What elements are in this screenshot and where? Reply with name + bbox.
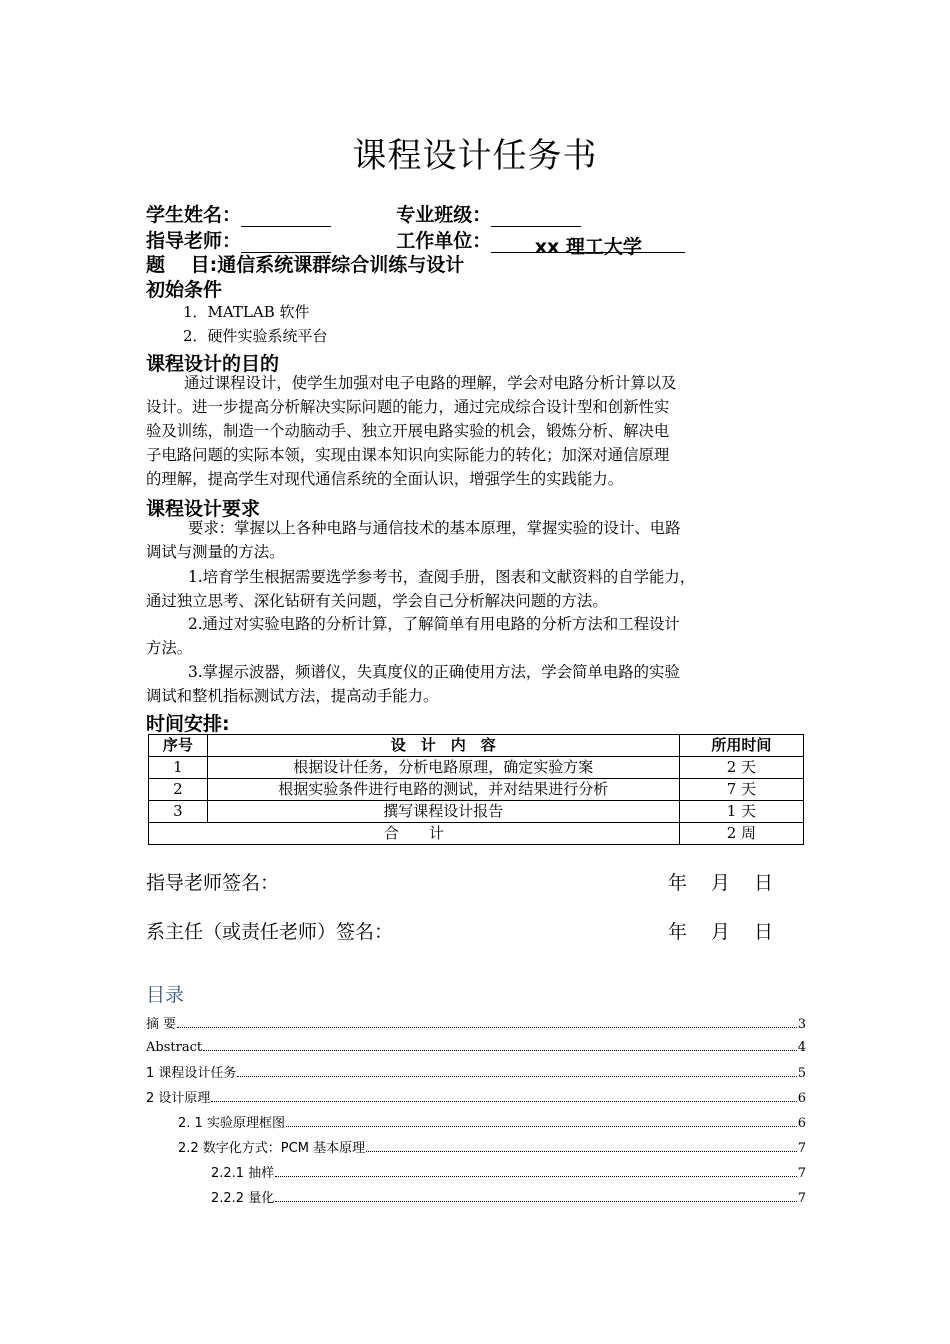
table-row <box>149 801 804 823</box>
toc-entry-label: 2 设计原理 <box>146 1091 211 1106</box>
toc-entry[interactable] <box>146 1087 806 1105</box>
toc-entry-label: 2. 1 实验原理框图 <box>178 1116 285 1131</box>
month-label: 月 <box>711 921 731 943</box>
purpose-line: 通过课程设计，使学生加强对电子电路的理解，学会对电路分析计算以及 <box>184 374 677 392</box>
toc-entry-page: 6 <box>797 1091 806 1106</box>
class-label: 专业班级： <box>396 204 492 226</box>
col-header-index: 序号 <box>149 735 208 757</box>
toc-entry[interactable] <box>146 1062 806 1080</box>
col-header-content: 设 计 内 容 <box>207 735 679 757</box>
toc-leader-dots <box>177 1015 797 1028</box>
class-field <box>491 206 581 227</box>
toc-leader-dots <box>275 1164 797 1177</box>
requirement-line: 通过独立思考、深化钻研有关问题，学会自己分析解决问题的方法。 <box>146 592 608 610</box>
toc-entry-label: Abstract <box>146 1040 203 1055</box>
purpose-line: 验及训练，制造一个动脑动手、独立开展电路实验的机会，锻炼分析、解决电 <box>146 422 670 440</box>
purpose-line: 设计。进一步提高分析解决实际问题的能力，通过完成综合设计型和创新性实 <box>146 398 670 416</box>
teacher-signature-label: 指导老师签名： <box>146 872 280 894</box>
topic-value: 通信系统课群综合训练与设计 <box>217 254 465 276</box>
schedule-heading: 时间安排: <box>146 713 230 735</box>
row-content: 根据实验条件进行电路的测试，并对结果进行分析 <box>207 779 679 801</box>
toc-entry-label: 1 课程设计任务 <box>146 1066 237 1081</box>
student-class-line <box>146 200 581 227</box>
toc-entry-label: 2.2.2 量化 <box>211 1191 275 1206</box>
table-row <box>149 757 804 779</box>
purpose-line: 子电路问题的实际本领，实现由课本知识向实际能力的转化；加深对通信原理 <box>146 446 670 464</box>
requirement-line: 要求：掌握以上各种电路与通信技术的基本原理，掌握实验的设计、电路 <box>188 519 681 537</box>
topic-label: 题 目: <box>146 254 218 276</box>
toc-leader-dots <box>275 1189 797 1202</box>
requirement-line: 调试和整机指标测试方法，提高动手能力。 <box>146 687 439 705</box>
toc-entry-label: 2.2.1 抽样 <box>211 1166 275 1181</box>
teacher-label: 指导老师： <box>146 230 242 252</box>
teacher-signature-date <box>668 868 797 895</box>
toc-entry-page: 7 <box>797 1141 806 1156</box>
toc-entry-page: 7 <box>797 1166 806 1181</box>
toc-entry-page: 4 <box>797 1040 806 1055</box>
student-name-label: 学生姓名： <box>146 204 242 226</box>
requirement-line: 3.掌握示波器，频谱仪，失真度仪的正确使用方法，学会简单电路的实验 <box>188 663 680 681</box>
toc-leader-dots <box>366 1139 797 1152</box>
total-label: 合 计 <box>149 823 680 845</box>
teacher-unit-line <box>146 226 685 258</box>
requirements-paragraph-4 <box>146 660 810 708</box>
student-name-field <box>241 206 331 227</box>
month-label: 月 <box>711 872 731 894</box>
toc-entry[interactable] <box>178 1137 806 1155</box>
toc-entry-page: 5 <box>797 1066 806 1081</box>
toc-entry-page: 6 <box>797 1116 806 1131</box>
row-time: 2 天 <box>679 757 803 779</box>
requirement-line: 调试与测量的方法。 <box>146 543 285 561</box>
toc-entry[interactable] <box>146 1038 806 1056</box>
page-title: 课程设计任务书 <box>352 136 598 176</box>
schedule-header-row <box>149 735 804 757</box>
toc-leader-dots <box>203 1038 797 1051</box>
toc-entry[interactable] <box>211 1187 806 1205</box>
row-content: 根据设计任务，分析电路原理，确定实验方案 <box>207 757 679 779</box>
toc-entry[interactable] <box>178 1112 806 1130</box>
row-index: 3 <box>149 801 208 823</box>
schedule-table <box>148 734 804 845</box>
requirements-paragraph-1 <box>146 516 810 564</box>
requirements-heading: 课程设计要求 <box>146 498 261 520</box>
requirements-paragraph-3 <box>146 612 810 660</box>
col-header-time: 所用时间 <box>679 735 803 757</box>
table-total-row <box>149 823 804 845</box>
row-time: 7 天 <box>679 779 803 801</box>
initial-item-2: 2．硬件实验系统平台 <box>183 327 328 345</box>
toc-entry-label: 2.2 数字化方式：PCM 基本原理 <box>178 1141 366 1156</box>
requirement-line: 2.通过对实验电路的分析计算，了解简单有用电路的分析方法和工程设计 <box>188 615 680 633</box>
toc-entry[interactable] <box>146 1013 806 1031</box>
row-content: 撰写课程设计报告 <box>207 801 679 823</box>
row-index: 1 <box>149 757 208 779</box>
day-label: 日 <box>754 921 774 943</box>
total-value: 2 周 <box>679 823 803 845</box>
initial-item-1: 1．MATLAB 软件 <box>183 303 310 321</box>
row-index: 2 <box>149 779 208 801</box>
day-label: 日 <box>754 872 774 894</box>
year-label: 年 <box>668 921 688 943</box>
director-signature-date <box>668 917 797 944</box>
initial-conditions-heading: 初始条件 <box>146 279 223 301</box>
toc-leader-dots <box>211 1089 796 1102</box>
toc-entry-page: 3 <box>797 1017 806 1032</box>
row-time: 1 天 <box>679 801 803 823</box>
unit-label: 工作单位： <box>396 230 492 252</box>
table-row <box>149 779 804 801</box>
toc-entry-label: 摘 要 <box>146 1017 177 1032</box>
toc-entry-page: 7 <box>797 1191 806 1206</box>
toc-leader-dots <box>286 1114 797 1127</box>
topic-line <box>146 250 464 277</box>
purpose-heading: 课程设计的目的 <box>146 353 280 375</box>
purpose-paragraph <box>146 371 810 491</box>
purpose-line: 的理解，提高学生对现代通信系统的全面认识，增强学生的实践能力。 <box>146 470 624 488</box>
requirements-paragraph-2 <box>146 565 810 613</box>
toc-entry[interactable] <box>211 1162 806 1180</box>
toc-title: 目录 <box>146 984 185 1006</box>
year-label: 年 <box>668 872 688 894</box>
requirement-line: 1.培育学生根据需要选学参考书，查阅手册，图表和文献资料的自学能力， <box>188 568 696 586</box>
director-signature-label: 系主任（或责任老师）签名： <box>146 921 394 943</box>
unit-field: xx 理工大学 <box>491 232 685 253</box>
requirement-line: 方法。 <box>146 639 193 657</box>
toc-leader-dots <box>237 1064 796 1077</box>
